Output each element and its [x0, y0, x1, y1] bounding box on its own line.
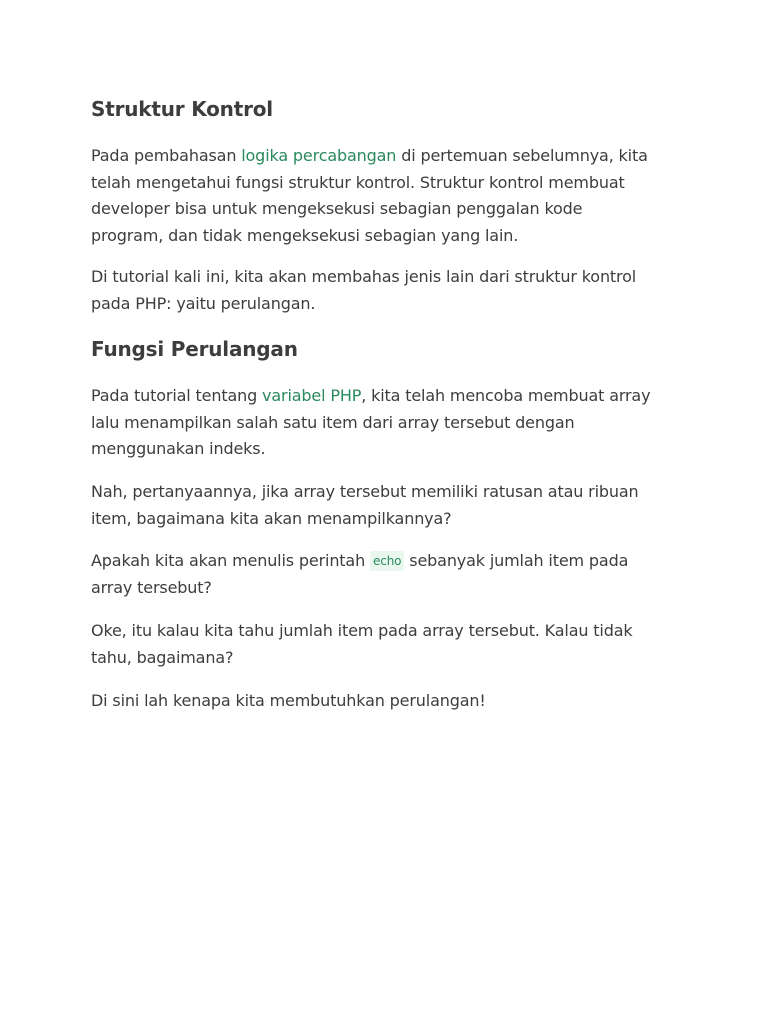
paragraph-echo [91, 548, 628, 601]
text: di pertemuan sebelumnya, kita [396, 146, 648, 165]
paragraph-kesimpulan [91, 688, 486, 715]
paragraph-intro [91, 143, 648, 249]
link-logika-percabangan[interactable]: logika percabangan [241, 146, 397, 165]
text: Nah, pertanyaannya, jika array tersebut memiliki ratusan atau ribuan [91, 482, 639, 501]
paragraph-oke [91, 618, 632, 671]
text: menggunakan indeks. [91, 439, 266, 458]
heading-fungsi-perulangan: Fungsi Perulangan [91, 337, 298, 361]
text: lalu menampilkan salah satu item dari array tersebut dengan [91, 412, 575, 432]
text: item, bagaimana kita akan menampilkannya? [91, 508, 452, 528]
text: Pada pembahasan [91, 146, 242, 165]
text: pada PHP: yaitu perulangan. [91, 293, 316, 313]
text: Apakah kita akan menulis perintah [91, 551, 371, 570]
text: sebanyak jumlah item pada [404, 551, 629, 570]
text: Pada tutorial tentang [91, 386, 263, 405]
paragraph-pertanyaan [91, 479, 639, 532]
text: Di sini lah kenapa kita membutuhkan perulangan! [91, 691, 486, 710]
text: , kita telah mencoba membuat array [361, 386, 651, 405]
paragraph-tutorial [91, 264, 636, 317]
text: program, dan tidak mengeksekusi sebagian yang lain. [91, 225, 519, 245]
paragraph-variabel [91, 383, 650, 463]
text: Oke, itu kalau kita tahu jumlah item pada array tersebut. Kalau tidak [91, 621, 633, 640]
text: Di tutorial kali ini, kita akan membahas jenis lain dari struktur kontrol [91, 267, 637, 286]
code-echo: echo [370, 551, 404, 571]
text: telah mengetahui fungsi struktur kontrol. Struktur kontrol membuat [91, 172, 625, 192]
link-variabel-php[interactable]: variabel PHP [262, 386, 362, 405]
heading-struktur-kontrol: Struktur Kontrol [91, 97, 273, 121]
text: developer bisa untuk mengeksekusi sebagian penggalan kode [91, 199, 583, 218]
text: tahu, bagaimana? [91, 647, 234, 667]
text: array tersebut? [91, 577, 212, 597]
